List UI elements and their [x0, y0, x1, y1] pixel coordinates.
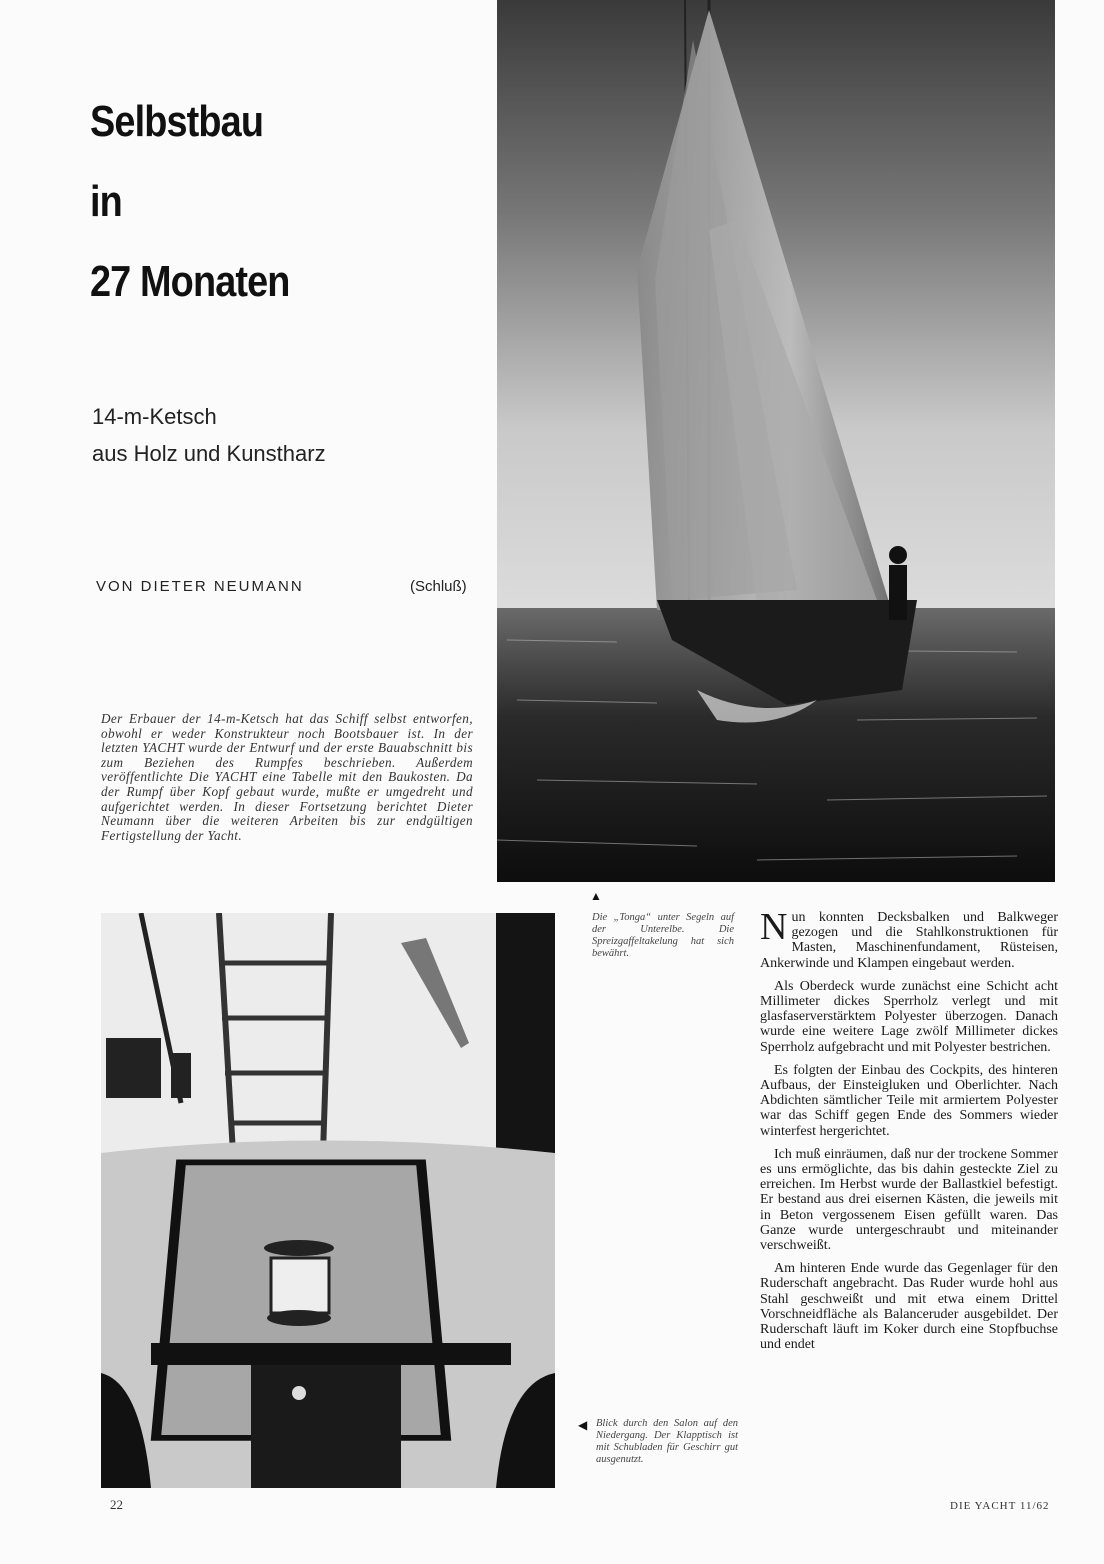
byline-note: (Schluß) — [410, 578, 467, 595]
body-paragraph-1 — [760, 906, 1058, 971]
drop-cap: N — [760, 906, 788, 948]
article-subtitle — [92, 398, 326, 472]
title-line-2: in — [90, 177, 122, 226]
footer-issue: DIE YACHT 11/62 — [950, 1500, 1050, 1512]
body-paragraph-3: Es folgten der Einbau des Cockpits, des hinteren Aufbaus, der Einsteigluken und Oberlichter. Nach Abdichten sämtlicher Teile mit armiertem Polyester war das Schiff gegen Ende des Sommers wieder winterfest hergerichtet. — [760, 1062, 1058, 1139]
intro-text: Der Erbauer der 14-m-Ketsch hat das Schiff selbst entworfen, obwohl er weder Konstrukteur noch Bootsbauer ist. In der letzten YACHT wurde der Entwurf und der erste Bauabschnitt bis zum Beziehen des Rumpfes beschrieben. Außerdem veröffentlichte Die YACHT eine Tabelle mit den Baukosten. Da der Rumpf über Kopf gebaut wurde, mußte er umgedreht und aufgerichtet werden. In dieser Fortsetzung berichtet Dieter Neumann über die weiteren Arbeiten bis zur endgültigen Fertigstellung der Yacht. — [101, 711, 473, 843]
sailing-photo-image — [497, 0, 1055, 882]
body-paragraph-4: Ich muß einräumen, daß nur der trockene Sommer es uns ermöglichte, das bis dahin gesteckte Ziel zu erreichen. Im Herbst wurde der Ballastkiel befestigt. Er bestand aus drei eisernen Kästen, die jeweils mit in Beton vergossenem Eisen gefüllt waren. Das Ganze wurde untergeschraubt und miteinander verschweißt. — [760, 1146, 1058, 1254]
salon-photo — [101, 913, 555, 1488]
page-number: 22 — [110, 1497, 123, 1512]
article-title — [90, 82, 290, 322]
title-line-1: Selbstbau — [90, 97, 264, 146]
subtitle-line-2: aus Holz und Kunstharz — [92, 441, 326, 466]
sailing-photo — [497, 0, 1055, 882]
caption-top: Die „Tonga“ unter Segeln auf der Unterelbe. Die Spreizgaffeltakelung hat sich bewährt. — [592, 912, 734, 959]
body-paragraph-2: Als Oberdeck wurde zunächst eine Schicht acht Millimeter dickes Sperrholz verlegt und mit glasfaserverstärktem Polyester überzogen. Danach wurde eine weitere Lage zwölf Millimeter dickes Sperrholz aufgebracht und mit Polyester bestrichen. — [760, 978, 1058, 1055]
salon-photo-image — [101, 913, 555, 1488]
body-paragraph-1-text: un konnten Decksbalken und Balkweger gezogen und die Stahlkonstruktionen für Masten, Maschinenfundament, Rüsteisen, Ankerwinde und Klampen eingebaut werden. — [760, 910, 1058, 971]
title-line-3: 27 Monaten — [90, 257, 290, 306]
subtitle-line-1: 14-m-Ketsch — [92, 404, 217, 429]
article-body — [760, 906, 1058, 1360]
caption-top-marker: ▲ — [590, 889, 602, 903]
caption-bottom-marker: ◀ — [578, 1418, 588, 1432]
byline: VON DIETER NEUMANN — [96, 578, 304, 595]
body-paragraph-5: Am hinteren Ende wurde das Gegenlager für den Ruderschaft angebracht. Das Ruder wurde hohl aus Stahl geschweißt und mit etwa einem Drittel Vorschneidfläche als Balanceruder ausgebildet. Der Ruderschaft läuft im Koker durch eine Stopfbuchse und endet — [760, 1261, 1058, 1353]
caption-bottom: Blick durch den Salon auf den Niedergang. Der Klapptisch ist mit Schubladen für Geschirr gut ausgenutzt. — [596, 1418, 738, 1465]
